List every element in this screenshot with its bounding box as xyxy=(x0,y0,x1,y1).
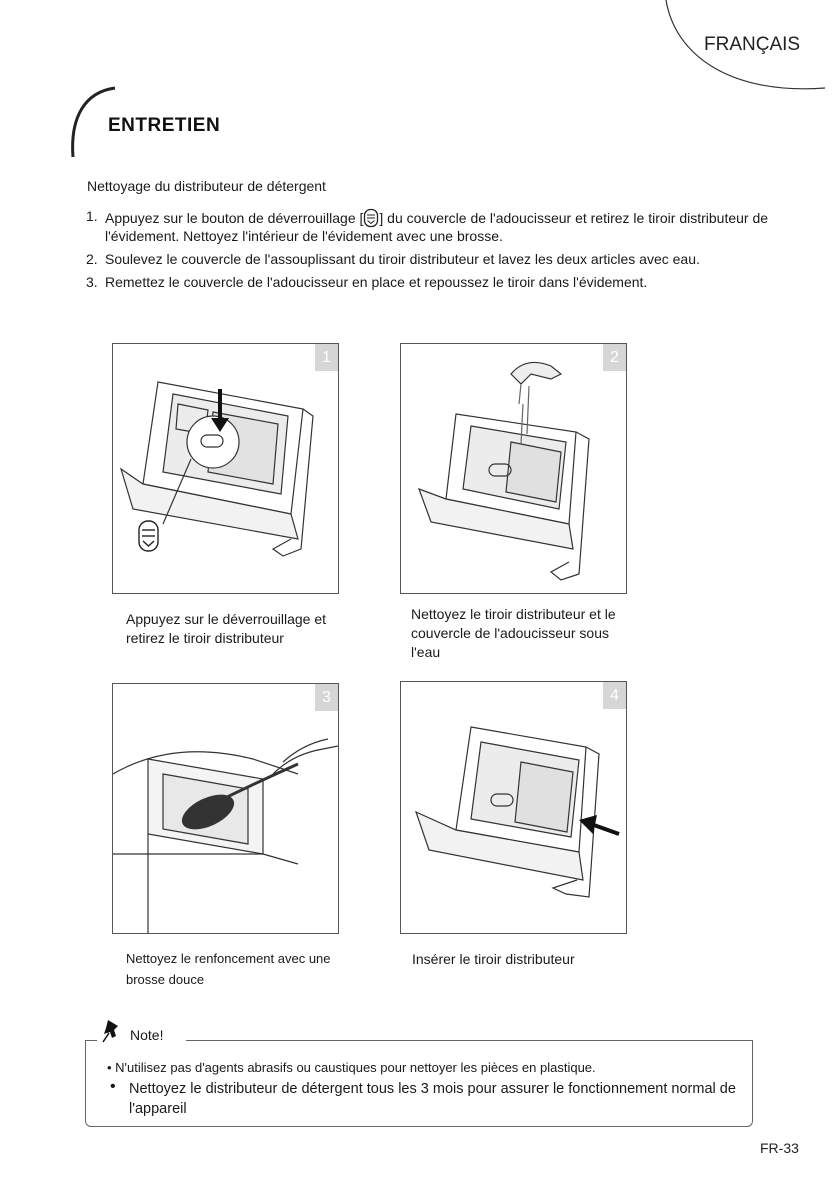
unlock-button-icon xyxy=(363,208,379,228)
figure-badge: 2 xyxy=(603,344,626,371)
figure-1-caption: Appuyez sur le déverrouillage et retirez le tiroir distributeur xyxy=(126,611,327,646)
section-title: ENTRETIEN xyxy=(108,115,221,136)
bullet-dot: • xyxy=(110,1078,116,1095)
note-bullet-text: Nettoyez le distributeur de détergent tous les 3 mois pour assurer le fonctionnement normal de l'appareil xyxy=(129,1081,736,1117)
figure-badge: 3 xyxy=(315,684,338,711)
step-text-cont: ] du couvercle de l'adoucisseur et retirez le tiroir distributeur de l'évidement. Nettoyez l'intérieur de l'évidement avec une brosse. xyxy=(105,210,769,244)
step-text: Appuyez sur le bouton de déverrouillage [ xyxy=(105,210,364,226)
step-text: Soulevez le couvercle de l'assouplissant du tiroir distributeur et lavez les deux articles avec eau. xyxy=(105,251,700,267)
figure-1-panel xyxy=(112,343,339,594)
recess-brush-illustration xyxy=(113,684,338,933)
language-label: FRANÇAIS xyxy=(704,34,801,55)
note-bracket-left xyxy=(85,1040,97,1042)
figure-badge: 1 xyxy=(315,344,338,371)
step-number: 3. xyxy=(86,274,98,290)
figure-3-caption: Nettoyez le renfoncement avec une brosse douce xyxy=(126,951,331,987)
step-number: 2. xyxy=(86,251,98,267)
note-bullet-2 xyxy=(107,1079,747,1119)
section-subtitle: Nettoyage du distributeur de détergent xyxy=(87,178,326,194)
figure-3-panel xyxy=(112,683,339,934)
figure-2-panel xyxy=(400,343,627,594)
step-2 xyxy=(86,251,786,267)
page-number: FR-33 xyxy=(760,1140,799,1156)
figure-badge: 4 xyxy=(603,682,626,709)
step-1 xyxy=(86,208,786,244)
note-label: Note! xyxy=(130,1027,164,1043)
step-text: Remettez le couvercle de l'adoucisseur en place et repoussez le tiroir dans l'évidement. xyxy=(105,274,648,290)
drawer-insert-illustration xyxy=(401,682,626,933)
figure-4-caption: Insérer le tiroir distributeur xyxy=(412,951,575,967)
steps-list xyxy=(86,208,786,297)
drawer-unlock-illustration xyxy=(113,344,338,593)
figure-4-panel xyxy=(400,681,627,934)
figure-2-caption: Nettoyez le tiroir distributeur et le couvercle de l'adoucisseur sous l'eau xyxy=(411,606,616,660)
step-number: 1. xyxy=(86,208,98,224)
note-bullet-text: N'utilisez pas d'agents abrasifs ou caustiques pour nettoyer les pièces en plastique. xyxy=(115,1060,596,1075)
note-bullet-1: • N'utilisez pas d'agents abrasifs ou caustiques pour nettoyer les pièces en plastique. xyxy=(107,1060,596,1075)
drawer-rinse-illustration xyxy=(401,344,626,593)
step-3 xyxy=(86,274,786,290)
